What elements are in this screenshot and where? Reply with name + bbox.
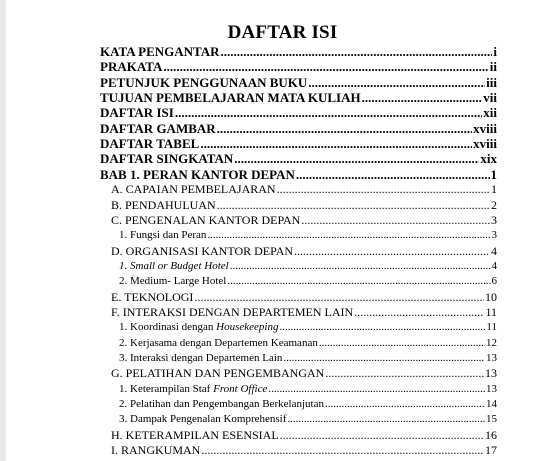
toc-page-number: 12 — [486, 336, 497, 349]
toc-page-number: 4 — [491, 243, 497, 258]
toc-entry-label: D. ORGANISASI KANTOR DEPAN — [111, 243, 294, 258]
toc-entry-label: 2. Pelatihan dan Pengembangan Berkelanjutan — [119, 398, 324, 411]
toc-page-number: 11 — [485, 304, 497, 319]
toc-entry — [111, 366, 497, 381]
toc-entry-label: B. PENDAHULUAN — [111, 197, 216, 212]
toc-entry — [111, 244, 497, 259]
toc-page-number: xii — [483, 105, 497, 121]
toc-entry-label: 3. Interaksi dengan Departemen Lain — [119, 352, 283, 364]
toc-entry-label: C. PENGENALAN KANTOR DEPAN — [111, 212, 301, 227]
toc-page-number: ii — [489, 59, 497, 75]
toc-entry — [111, 182, 497, 197]
toc-entry — [111, 428, 497, 443]
toc-dot-leader — [277, 182, 490, 197]
toc-page-number: iii — [486, 74, 497, 90]
toc-entry — [100, 167, 497, 182]
toc-entry — [119, 382, 497, 397]
toc-page-number: 3 — [491, 229, 497, 242]
toc-dot-leader — [354, 305, 484, 320]
toc-dot-leader — [217, 198, 490, 213]
toc-entry-label: PETUNJUK PENGGUNAAN BUKU — [100, 74, 308, 90]
toc-entry-label: DAFTAR ISI — [100, 105, 174, 121]
toc-entry-label: 1. Keterampilan Staf Front Office — [119, 382, 268, 395]
toc-entry — [119, 228, 497, 243]
toc-entry — [119, 336, 497, 351]
toc-page-number: 1 — [490, 166, 497, 182]
toc-page-number: 17 — [485, 443, 497, 458]
toc-entry — [100, 121, 497, 136]
page-title: DAFTAR ISI — [227, 22, 338, 43]
toc-entry — [100, 75, 497, 90]
toc-entry-label: DAFTAR GAMBAR — [100, 120, 216, 136]
toc-entry-label: E. TEKNOLOGI — [111, 289, 194, 304]
toc-entry-label: KATA PENGANTAR — [100, 44, 220, 59]
toc-entry-label: H. KETERAMPILAN ESENSIAL — [111, 427, 279, 442]
toc-entry — [119, 320, 497, 335]
toc-page-number: 3 — [491, 212, 497, 227]
toc-page-number: 16 — [485, 427, 497, 442]
toc-entry — [111, 290, 497, 305]
toc-dot-leader — [227, 274, 490, 289]
toc-entry — [119, 274, 497, 289]
toc-dot-leader — [279, 320, 485, 335]
toc-dot-leader — [207, 228, 490, 243]
toc-entry — [119, 397, 497, 412]
toc-entry-label: 2. Medium- Large Hotel — [119, 275, 227, 288]
toc-entry — [111, 198, 497, 213]
toc-entry-label: BAB 1. PERAN KANTOR DEPAN — [100, 166, 295, 182]
toc-entry — [100, 59, 497, 74]
toc-page-number: xviii — [473, 136, 497, 152]
toc-page-number: 6 — [491, 275, 497, 288]
toc-dot-leader — [325, 397, 485, 412]
toc-page-number: xix — [480, 151, 497, 167]
toc-dot-leader — [268, 382, 485, 397]
toc-entry-label: G. PELATIHAN DAN PENGEMBANGAN — [111, 366, 325, 381]
toc-entry-label: A. CAPAIAN PEMBELAJARAN — [111, 182, 276, 197]
toc-entry — [119, 259, 497, 274]
toc-entry — [119, 351, 497, 366]
toc-dot-leader — [301, 213, 490, 228]
toc-entry-label: 1. Small or Budget Hotel — [119, 259, 229, 272]
toc-page-number: i — [493, 44, 497, 59]
toc-dot-leader — [201, 443, 484, 458]
toc-entry-label: 1. Koordinasi dengan Housekeeping — [119, 321, 279, 334]
toc-page-number: 15 — [486, 413, 497, 426]
toc-dot-leader — [362, 90, 483, 105]
toc-dot-leader — [319, 336, 485, 351]
toc-page-number: 10 — [485, 289, 497, 304]
toc-dot-leader — [234, 151, 479, 166]
toc-page-number: xviii — [473, 120, 497, 136]
document-page — [6, 0, 559, 461]
toc-dot-leader — [280, 428, 484, 443]
toc-entry-label: 1. Fungsi dan Peran — [119, 229, 207, 242]
toc-dot-leader — [325, 366, 484, 381]
toc-entry-label: F. INTERAKSI DENGAN DEPARTEMEN LAIN — [111, 304, 354, 319]
toc-dot-leader — [308, 75, 485, 90]
toc-dot-leader — [287, 412, 485, 427]
toc-entry — [100, 105, 497, 120]
toc-entry — [119, 412, 497, 427]
toc-dot-leader — [296, 167, 490, 182]
toc-page-number: 13 — [485, 366, 497, 381]
toc-dot-leader — [230, 259, 491, 274]
toc-dot-leader — [221, 44, 493, 59]
toc-page-number: vii — [483, 90, 497, 106]
toc-page-number: 1 — [491, 182, 497, 197]
toc-dot-leader — [217, 121, 472, 136]
toc-entry-label: I. RANGKUMAN — [111, 443, 201, 458]
toc-entry-label: PRAKATA — [100, 59, 163, 75]
toc-page-number: 13 — [486, 382, 497, 395]
toc-page-number: 13 — [486, 352, 497, 364]
toc-dot-leader — [175, 105, 482, 120]
toc-page-number: 4 — [491, 259, 497, 272]
toc-dot-leader — [294, 244, 490, 259]
toc-entry-label: TUJUAN PEMBELAJARAN MATA KULIAH — [100, 90, 361, 106]
toc-page-number: 2 — [491, 197, 497, 212]
toc-entry-label: 3. Dampak Pengenalan Komprehensif — [119, 413, 287, 426]
toc-entry — [100, 90, 497, 105]
toc-entry-label: 2. Kerjasama dengan Departemen Keamanan — [119, 336, 318, 349]
toc-entry — [100, 151, 497, 166]
toc-entry — [111, 305, 497, 320]
toc-entry-label: DAFTAR SINGKATAN — [100, 151, 234, 167]
toc-entry — [100, 136, 497, 151]
toc-page-number: 11 — [486, 321, 497, 334]
toc-entry-label: DAFTAR TABEL — [100, 136, 200, 152]
toc-page-number: 14 — [486, 398, 497, 411]
toc-entry — [111, 443, 497, 458]
toc-dot-leader — [194, 290, 484, 305]
toc-dot-leader — [163, 59, 488, 74]
toc-dot-leader — [283, 351, 485, 366]
toc-dot-leader — [200, 136, 472, 151]
toc-entry — [111, 213, 497, 228]
toc-entry — [100, 44, 497, 59]
